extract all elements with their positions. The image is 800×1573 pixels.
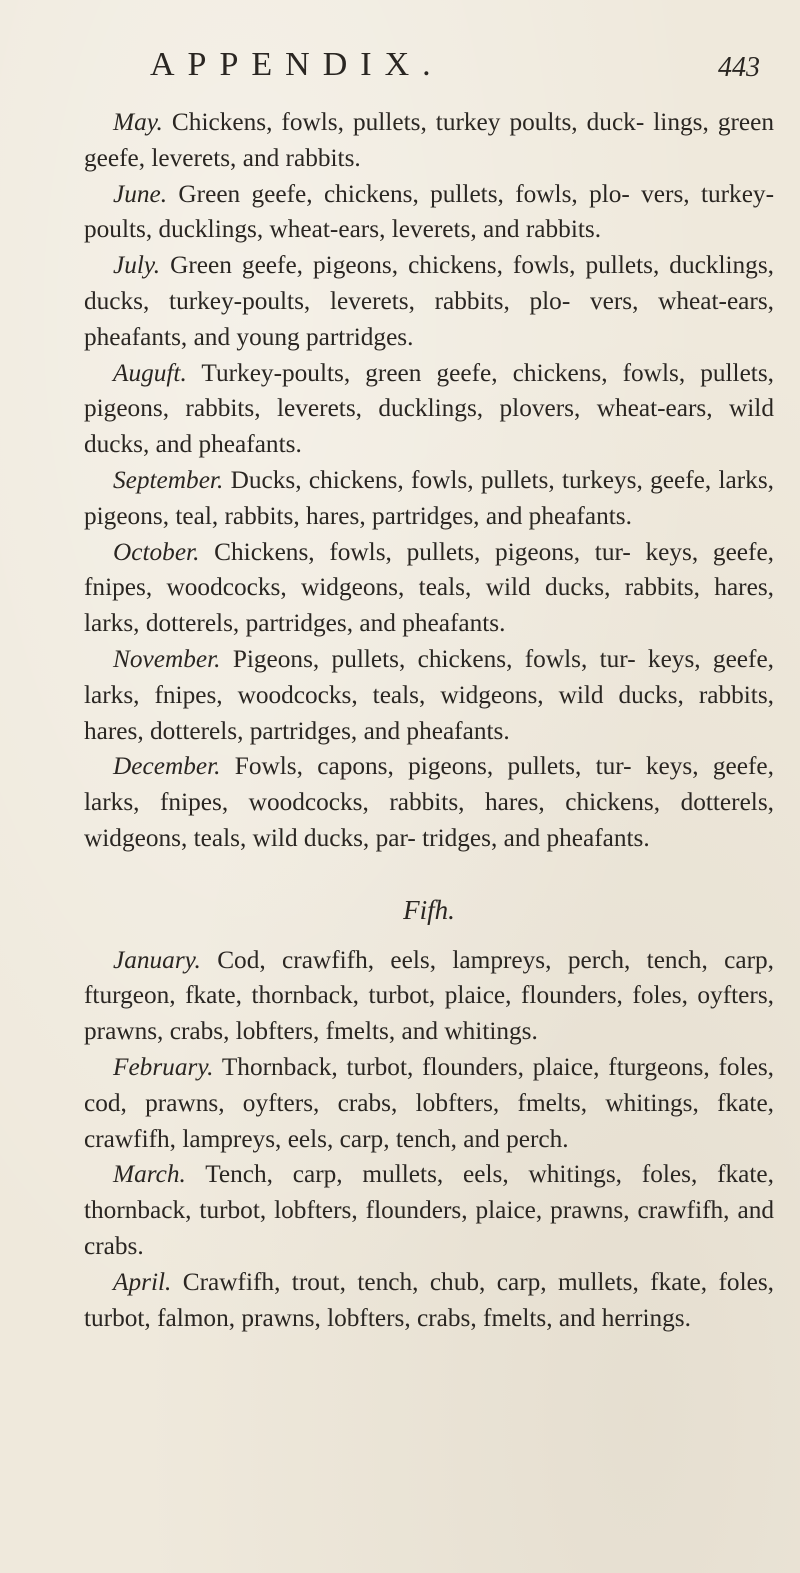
month-label: July. [113, 251, 161, 280]
running-head: APPENDIX. [150, 46, 444, 83]
month-label: March. [113, 1160, 186, 1189]
entry-text: Ducks, chickens, fowls, pullets, turkeys, geefe, larks, pigeons, teal, rabbits, hares, partridges, and pheafants. [84, 465, 774, 530]
poultry-entry-may [84, 105, 774, 177]
fish-entry-march [84, 1157, 774, 1264]
poultry-entry-october [84, 535, 774, 642]
poultry-entry-december [84, 749, 774, 856]
entry-text: Chickens, fowls, pullets, pigeons, tur- keys, geefe, fnipes, woodcocks, widgeons, teals, wild ducks, rabbits, hares, larks, dotterels, partridges, and pheafants. [84, 537, 775, 638]
month-label: Auguft. [113, 358, 187, 387]
entry-text: Cod, crawfifh, eels, lampreys, perch, tench, carp, fturgeon, fkate, thornback, turbot, plaice, flounders, foles, oyfters, prawns, crabs, lobfters, fmelts, and whitings. [84, 945, 774, 1046]
entry-text: Green geefe, chickens, pullets, fowls, plo- vers, turkey-poults, ducklings, wheat-ears, leverets, and rabbits. [84, 179, 774, 244]
poultry-entry-november [84, 642, 774, 749]
page-number: 443 [718, 52, 760, 83]
fish-entry-february [84, 1050, 774, 1157]
month-label: April. [113, 1267, 172, 1296]
poultry-entry-august [84, 356, 774, 463]
entry-text: Crawfifh, trout, tench, chub, carp, mullets, fkate, foles, turbot, falmon, prawns, lobfters, crabs, fmelts, and herrings. [84, 1267, 775, 1332]
poultry-entry-september [84, 463, 774, 535]
entry-text: Fowls, capons, pigeons, pullets, tur- keys, geefe, larks, fnipes, woodcocks, rabbits, hares, chickens, dotterels, widgeons, teals, wild ducks, par- tridges, and pheafants. [84, 752, 774, 852]
fish-section-title: Fifh. [403, 894, 455, 925]
fish-entry-april [84, 1265, 774, 1337]
poultry-entry-june [84, 177, 774, 249]
entry-text: Chickens, fowls, pullets, turkey poults, duck- lings, green geefe, leverets, and rabbits. [84, 108, 774, 172]
fish-entry-january [84, 943, 774, 1050]
month-label: October. [113, 537, 200, 566]
entry-text: Green geefe, pigeons, chickens, fowls, pullets, ducklings, ducks, turkey-poults, leverets, rabbits, plo- vers, wheat-ears, pheafants, and young partridges. [84, 251, 774, 351]
month-label: December. [113, 752, 221, 781]
month-label: November. [113, 644, 221, 673]
entry-text: Thornback, turbot, flounders, plaice, fturgeons, foles, cod, prawns, oyfters, crabs, lobfters, fmelts, whitings, fkate, crawfifh, lampreys, eels, carp, tench, and perch. [84, 1052, 774, 1153]
poultry-entry-july [84, 248, 774, 355]
page-header [150, 46, 760, 96]
month-label: May. [113, 108, 163, 136]
entry-text: Tench, carp, mullets, eels, whitings, foles, fkate, thornback, turbot, lobfters, flounders, plaice, prawns, crawfifh, and crabs. [84, 1160, 774, 1260]
month-label: September. [113, 465, 224, 494]
month-label: February. [113, 1052, 214, 1081]
entry-text: Turkey-poults, green geefe, chickens, fowls, pullets, pigeons, rabbits, leverets, ducklings, plovers, wheat-ears, wild ducks, and pheafants. [84, 358, 775, 459]
page-body [84, 105, 774, 1336]
month-label: January. [113, 945, 201, 974]
entry-text: Pigeons, pullets, chickens, fowls, tur- keys, geefe, larks, fnipes, woodcocks, teals, widgeons, wild ducks, rabbits, hares, dotterels, partridges, and pheafants. [84, 644, 774, 745]
month-label: June. [113, 179, 168, 208]
